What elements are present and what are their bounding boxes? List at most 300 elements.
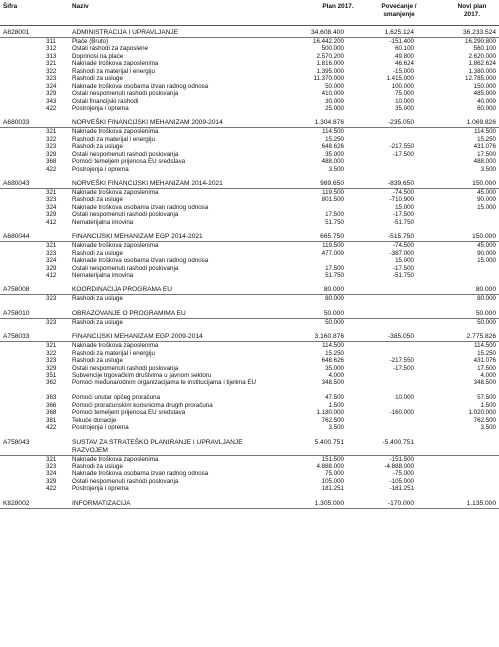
table-row xyxy=(0,470,499,477)
row-change: 100.000 xyxy=(391,82,414,90)
row-change: -151.500 xyxy=(389,455,414,463)
table-row xyxy=(0,45,499,52)
table-row xyxy=(0,189,499,196)
row-new-plan: 45.000 xyxy=(477,189,496,196)
row-code: 323 xyxy=(46,143,57,151)
row-plan: 1.500 xyxy=(328,401,344,409)
table-row xyxy=(0,417,499,424)
section-row xyxy=(0,29,499,38)
row-plan: 477.000 xyxy=(321,249,344,257)
row-code: 363 xyxy=(46,394,57,402)
table-row xyxy=(0,151,499,158)
row-plan: 1.305.000 xyxy=(314,499,344,507)
row-plan: 80.000 xyxy=(325,295,344,303)
row-code: 422 xyxy=(46,424,57,432)
row-new-plan: 1.500 xyxy=(480,401,496,409)
row-name: Naknade troškova osobama izvan radnog odnosa xyxy=(72,257,209,265)
row-code: A680033 xyxy=(3,119,30,127)
row-code: 323 xyxy=(46,75,57,83)
section-row xyxy=(0,286,499,295)
row-new-plan: 1.020.000 xyxy=(468,409,496,417)
row-new-plan: 17.500 xyxy=(477,150,496,158)
row-change: -15.000 xyxy=(393,67,414,75)
row-new-plan: 36.233.524 xyxy=(462,29,496,36)
row-gap xyxy=(0,173,499,180)
row-code: 422 xyxy=(46,104,57,112)
table-row xyxy=(0,342,499,349)
row-code: 322 xyxy=(46,67,57,75)
row-change: -17.500 xyxy=(393,150,414,158)
row-code: 368 xyxy=(46,158,57,166)
row-new-plan: 485.000 xyxy=(473,90,496,98)
table-row xyxy=(0,166,499,173)
row-new-plan: 488.000 xyxy=(473,158,496,166)
row-new-plan: 15.000 xyxy=(477,203,496,211)
row-change: -170.000 xyxy=(387,499,414,507)
row-code: 323 xyxy=(46,462,57,470)
table-row xyxy=(0,75,499,82)
row-plan: 119.500 xyxy=(322,242,344,250)
row-name: Plaće (Bruto) xyxy=(72,38,109,45)
row-change: -385.050 xyxy=(387,333,414,341)
row-new-plan: 150.000 xyxy=(472,180,496,187)
row-new-plan: 3.500 xyxy=(480,165,496,173)
row-change: 1.415.000 xyxy=(386,75,414,83)
table-row xyxy=(0,319,499,326)
row-code: 329 xyxy=(46,211,57,219)
table-row xyxy=(0,143,499,150)
row-name: Rashodi za materijal i energiju xyxy=(72,135,155,143)
row-new-plan: 15.250 xyxy=(477,349,496,357)
row-plan: 50.000 xyxy=(325,318,344,326)
row-name: NORVEŠKI FINANCIJSKI MEHANIZAM 2014-2021 xyxy=(72,180,223,187)
row-change: 35.000 xyxy=(395,104,414,112)
section-row xyxy=(0,333,499,342)
row-name: Doprinosi na plaće xyxy=(72,52,124,60)
row-new-plan: 114.500 xyxy=(474,128,496,136)
row-name: Postrojenja i oprema xyxy=(72,485,129,493)
row-change: -17.500 xyxy=(393,211,414,219)
row-name: Pomoći temeljem prijenosa EU sredstava xyxy=(72,158,186,166)
row-name: ADMINISTRACIJA I UPRAVLJANJE xyxy=(72,29,179,36)
row-code: A758010 xyxy=(3,309,30,317)
row-change: 49.800 xyxy=(395,52,414,60)
row-name: Ostali nespomenuti rashodi poslovanja xyxy=(72,477,179,485)
row-plan: 34.608.400 xyxy=(310,29,344,36)
row-new-plan: 150.000 xyxy=(472,233,496,241)
row-plan: 648.626 xyxy=(321,357,344,365)
row-plan: 2.570.200 xyxy=(316,52,344,60)
row-new-plan: 15.250 xyxy=(477,135,496,143)
table-row xyxy=(0,219,499,226)
row-change: -217.550 xyxy=(389,143,414,151)
row-code: 329 xyxy=(46,364,57,372)
row-gap xyxy=(0,226,499,233)
row-code: 324 xyxy=(46,257,57,265)
row-name: FINANCIJSKI MEHANIZAM EGP 2009-2014 xyxy=(72,333,203,341)
row-new-plan: 431.076 xyxy=(473,357,496,365)
row-plan: 35.000 xyxy=(325,364,344,372)
table-row xyxy=(0,402,499,409)
row-plan: 348.500 xyxy=(321,379,344,387)
table-row xyxy=(0,257,499,264)
row-change: -710.900 xyxy=(389,196,414,204)
row-code: A758033 xyxy=(3,333,30,341)
row-name: OBRAZOVANJE O PROGRAMIMA EU xyxy=(72,309,186,317)
row-new-plan: 80.000 xyxy=(477,295,496,303)
table-row xyxy=(0,409,499,416)
section-row xyxy=(0,500,499,509)
table-row xyxy=(0,350,499,357)
table-row xyxy=(0,211,499,218)
row-gap xyxy=(0,279,499,286)
row-code: 323 xyxy=(46,357,57,365)
row-code: 313 xyxy=(46,52,57,60)
row-plan: 4.000 xyxy=(328,372,344,379)
row-change: -217.550 xyxy=(389,357,414,365)
row-code: 323 xyxy=(46,196,57,204)
table-row xyxy=(0,372,499,379)
row-code: 321 xyxy=(46,455,57,463)
row-code: 422 xyxy=(46,485,57,493)
table-row xyxy=(0,272,499,279)
table-body xyxy=(0,29,499,509)
row-plan: 665.750 xyxy=(320,233,344,241)
row-change: -105.000 xyxy=(389,477,414,485)
table-row xyxy=(0,379,499,394)
row-new-plan: 1.135.000 xyxy=(466,499,496,507)
row-new-plan: 2.620.000 xyxy=(468,52,496,60)
table-row xyxy=(0,158,499,165)
row-code: 329 xyxy=(46,90,57,98)
table-row xyxy=(0,136,499,143)
table-row xyxy=(0,424,499,431)
row-code: 321 xyxy=(46,242,57,250)
row-plan: 648.626 xyxy=(321,143,344,151)
row-name: KOORDINACIJA PROGRAMA EU xyxy=(72,286,173,294)
table-row xyxy=(0,478,499,485)
row-name: Ostali financijski rashodi xyxy=(72,97,139,105)
row-name: Pomoći proračunskim korisnicima drugih proračuna xyxy=(72,401,213,409)
table-row xyxy=(0,204,499,211)
row-plan: 51.750 xyxy=(325,218,344,226)
row-code: 321 xyxy=(46,60,57,68)
table-row xyxy=(0,250,499,257)
row-code: 422 xyxy=(46,165,57,173)
row-name: Rashodi za usluge xyxy=(72,249,123,257)
row-plan: 3.500 xyxy=(328,165,344,173)
row-plan: 500.000 xyxy=(321,45,344,53)
row-code: 412 xyxy=(46,271,57,279)
row-new-plan: 50.000 xyxy=(477,318,496,326)
row-code: A828001 xyxy=(3,29,30,36)
row-name: Naknade troškova zaposlenima xyxy=(72,342,159,350)
row-code: 324 xyxy=(46,470,57,478)
row-new-plan: 560.100 xyxy=(473,45,496,53)
table-row xyxy=(0,394,499,401)
row-plan: 3.500 xyxy=(328,424,344,432)
row-change: -74.500 xyxy=(393,189,414,196)
row-name: Pomoći unutar općeg proračuna xyxy=(72,394,161,402)
row-plan: 51.750 xyxy=(325,271,344,279)
table-row xyxy=(0,463,499,470)
row-new-plan: 45.000 xyxy=(477,242,496,250)
row-code: 322 xyxy=(46,135,57,143)
row-code: 351 xyxy=(46,372,57,379)
row-name: Rashodi za usluge xyxy=(72,318,123,326)
row-plan: 47.500 xyxy=(325,394,344,402)
header-change: Povećanje / smanjenje xyxy=(381,3,417,18)
row-change: -515.750 xyxy=(387,233,414,241)
row-code: 329 xyxy=(46,150,57,158)
row-new-plan: 80.000 xyxy=(475,286,496,294)
row-new-plan: 1.069.826 xyxy=(466,119,496,127)
row-plan: 105.000 xyxy=(321,477,344,485)
row-new-plan: 4.000 xyxy=(480,372,496,379)
table-header xyxy=(0,0,499,26)
row-name: Naknade troškova zaposlenima xyxy=(72,60,159,68)
row-plan: 1.395.000 xyxy=(316,67,344,75)
row-name: Nematerijalna imovina xyxy=(72,271,134,279)
row-change: 15.000 xyxy=(395,257,414,265)
table-row xyxy=(0,105,499,112)
row-change: 15.000 xyxy=(395,203,414,211)
row-change: -235.050 xyxy=(387,119,414,127)
row-plan: 11.370.000 xyxy=(313,75,344,83)
row-name: Rashodi za usluge xyxy=(72,196,123,204)
row-name: FINANCIJSKI MEHANIZAM EGP 2014-2021 xyxy=(72,233,203,241)
row-code: 321 xyxy=(46,128,57,136)
row-new-plan: 90.000 xyxy=(477,196,496,204)
row-new-plan: 17.500 xyxy=(477,364,496,372)
row-code: 343 xyxy=(46,97,57,105)
row-code: K828002 xyxy=(3,499,30,507)
row-name: Naknade troškova zaposlenima xyxy=(72,455,159,463)
row-name: Naknade troškova osobama izvan radnog odnosa xyxy=(72,203,209,211)
row-change: -160.000 xyxy=(389,409,414,417)
row-new-plan: 50.000 xyxy=(475,309,496,317)
row-change: -4.888.000 xyxy=(384,462,414,470)
row-change: -839.650 xyxy=(387,180,414,187)
section-row xyxy=(0,119,499,128)
row-plan: 35.000 xyxy=(325,150,344,158)
table-row xyxy=(0,60,499,67)
row-code: 321 xyxy=(46,189,57,196)
row-change: 60.100 xyxy=(395,45,414,53)
row-new-plan: 16.290.800 xyxy=(465,38,496,45)
row-code: 366 xyxy=(46,401,57,409)
row-name: Rashodi za usluge xyxy=(72,357,123,365)
row-change: 75.000 xyxy=(395,90,414,98)
row-new-plan: 762.500 xyxy=(473,416,496,424)
table-row xyxy=(0,365,499,372)
row-name: Naknade troškova osobama izvan radnog odnosa xyxy=(72,82,209,90)
row-plan: 15.250 xyxy=(325,349,344,357)
row-name: NORVEŠKI FINANCIJSKI MEHANIZAM 2009-2014 xyxy=(72,119,223,127)
row-plan: 80.000 xyxy=(323,286,344,294)
header-plan: Plan 2017. xyxy=(322,3,354,10)
row-name: Rashodi za materijal i energiju xyxy=(72,349,155,357)
row-name: Rashodi za usluge xyxy=(72,295,123,303)
row-code: 323 xyxy=(46,249,57,257)
row-code: 322 xyxy=(46,349,57,357)
row-new-plan: 431.076 xyxy=(473,143,496,151)
table-row xyxy=(0,456,499,463)
row-name: Postrojenja i oprema xyxy=(72,424,129,432)
row-code: A758043 xyxy=(3,438,30,446)
table-row xyxy=(0,68,499,75)
row-code: 324 xyxy=(46,82,57,90)
row-new-plan: 114.500 xyxy=(474,342,496,350)
row-name: Rashodi za usluge xyxy=(72,75,123,83)
row-code: 329 xyxy=(46,264,57,272)
row-plan: 3.160.876 xyxy=(314,333,344,341)
row-name: Postrojenja i oprema xyxy=(72,165,129,173)
row-plan: 15.250 xyxy=(325,135,344,143)
table-row xyxy=(0,196,499,203)
row-plan: 801.500 xyxy=(321,196,344,204)
row-change: -5.400.751 xyxy=(382,438,414,446)
table-row xyxy=(0,265,499,272)
row-plan: 5.400.751 xyxy=(314,438,344,446)
row-plan: 30.000 xyxy=(325,97,344,105)
row-name: Pomoći temeljem prijenosa EU sredstava xyxy=(72,409,186,417)
table-row xyxy=(0,38,499,45)
row-plan: 1.304.876 xyxy=(314,119,344,127)
row-name: Tekuće donacije xyxy=(72,416,117,424)
row-code: A758008 xyxy=(3,286,30,294)
row-new-plan: 15.000 xyxy=(477,257,496,265)
row-plan: 410.000 xyxy=(321,90,344,98)
row-change: -74.500 xyxy=(393,242,414,250)
row-name: Nematerijalna imovina xyxy=(72,218,134,226)
row-plan: 4.888.000 xyxy=(316,462,344,470)
table-row xyxy=(0,295,499,302)
row-name: Ostali nespomenuti rashodi poslovanja xyxy=(72,264,179,272)
row-plan: 1.180.000 xyxy=(316,409,344,417)
row-plan: 50.000 xyxy=(323,309,344,317)
row-change: 1.625.124 xyxy=(384,29,414,36)
row-plan: 114.500 xyxy=(322,128,344,136)
table-row xyxy=(0,128,499,135)
table-row xyxy=(0,98,499,105)
row-plan: 17.500 xyxy=(325,264,344,272)
row-change: -17.500 xyxy=(393,264,414,272)
row-name: Rashodi za materijal i energiju xyxy=(72,67,155,75)
row-code: A680044 xyxy=(3,233,30,241)
row-name: Ostali nespomenuti rashodi poslovanja xyxy=(72,150,179,158)
row-plan: 488.000 xyxy=(321,158,344,166)
header-name: Naziv xyxy=(72,3,89,10)
row-name: Naknade troškova zaposlenima xyxy=(72,242,159,250)
table-row xyxy=(0,357,499,364)
row-name: Postrojenja i oprema xyxy=(72,104,129,112)
row-change: -387.000 xyxy=(389,249,414,257)
row-plan: 151.500 xyxy=(321,455,344,463)
row-name: Rashodi za usluge xyxy=(72,143,123,151)
row-code: 321 xyxy=(46,342,57,350)
row-name: Ostali nespomenuti rashodi poslovanja xyxy=(72,90,179,98)
table-row xyxy=(0,53,499,60)
row-new-plan: 60.000 xyxy=(477,104,496,112)
row-gap xyxy=(0,432,499,439)
section-row xyxy=(0,310,499,319)
row-plan: 989.650 xyxy=(320,180,344,187)
section-row xyxy=(0,180,499,189)
row-plan: 114.500 xyxy=(322,342,344,350)
row-code: 312 xyxy=(46,45,57,53)
row-change: -51.750 xyxy=(393,271,414,279)
row-new-plan: 3.500 xyxy=(480,424,496,432)
row-name: Pomoći međunarodnim organizacijama te institucijama i tijelima EU xyxy=(72,379,256,387)
row-plan: 16.442.200 xyxy=(313,38,344,45)
row-code: 329 xyxy=(46,477,57,485)
row-code: 323 xyxy=(46,295,57,303)
row-code: A680043 xyxy=(3,180,30,187)
row-code: 368 xyxy=(46,409,57,417)
row-name: Ostali nespomenuti rashodi poslovanja xyxy=(72,211,179,219)
row-name: Naknade troškova osobama izvan radnog odnosa xyxy=(72,470,209,478)
row-name: Ostali nespomenuti rashodi poslovanja xyxy=(72,364,179,372)
row-code: 362 xyxy=(46,379,57,387)
table-row xyxy=(0,242,499,249)
row-new-plan: 40.000 xyxy=(477,97,496,105)
row-name: Naknade troškova zaposlenima xyxy=(72,189,159,196)
row-plan: 762.500 xyxy=(321,416,344,424)
section-row xyxy=(0,439,499,456)
row-change: 46.624 xyxy=(395,60,414,68)
header-code: Šifra xyxy=(3,3,18,10)
row-new-plan: 1.380.000 xyxy=(468,67,496,75)
row-code: 311 xyxy=(46,38,56,45)
row-new-plan: 90.000 xyxy=(477,249,496,257)
row-plan: 25.000 xyxy=(325,104,344,112)
row-new-plan: 348.500 xyxy=(473,379,496,387)
row-name: SUSTAV ZA STRATEŠKO PLANIRANJE I UPRAVLJANJE RAZVOJEM xyxy=(72,438,243,454)
table-row xyxy=(0,90,499,97)
row-name: INFORMATIZACIJA xyxy=(72,499,131,507)
row-new-plan: 2.775.826 xyxy=(466,333,496,341)
table-row xyxy=(0,83,499,90)
row-name: Ostali rashodi za zaposlene xyxy=(72,45,149,53)
row-name: Naknade troškova zaposlenima xyxy=(72,128,159,136)
row-plan: 17.500 xyxy=(325,211,344,219)
header-new-plan: Novi plan 2017. xyxy=(457,3,487,18)
row-plan: 50.000 xyxy=(325,82,344,90)
row-gap xyxy=(0,303,499,310)
section-row xyxy=(0,233,499,242)
row-new-plan: 150.000 xyxy=(473,82,496,90)
table-row xyxy=(0,485,499,492)
row-new-plan: 57.500 xyxy=(477,394,496,402)
row-code: 323 xyxy=(46,318,57,326)
row-change: 10.000 xyxy=(395,97,414,105)
row-plan: 119.500 xyxy=(322,189,344,196)
row-code: 324 xyxy=(46,203,57,211)
row-change: -51.750 xyxy=(393,218,414,226)
row-new-plan: 12.785.000 xyxy=(465,75,496,83)
row-plan: 181.251 xyxy=(321,485,344,493)
row-code: 381 xyxy=(46,416,57,424)
row-change: -181.251 xyxy=(389,485,414,493)
row-change: -17.500 xyxy=(393,364,414,372)
row-plan: 75.000 xyxy=(325,470,344,478)
row-gap xyxy=(0,326,499,333)
row-name: Rashodi za usluge xyxy=(72,462,123,470)
row-plan: 1.816.000 xyxy=(316,60,344,68)
row-gap xyxy=(0,493,499,500)
row-code: 412 xyxy=(46,218,57,226)
